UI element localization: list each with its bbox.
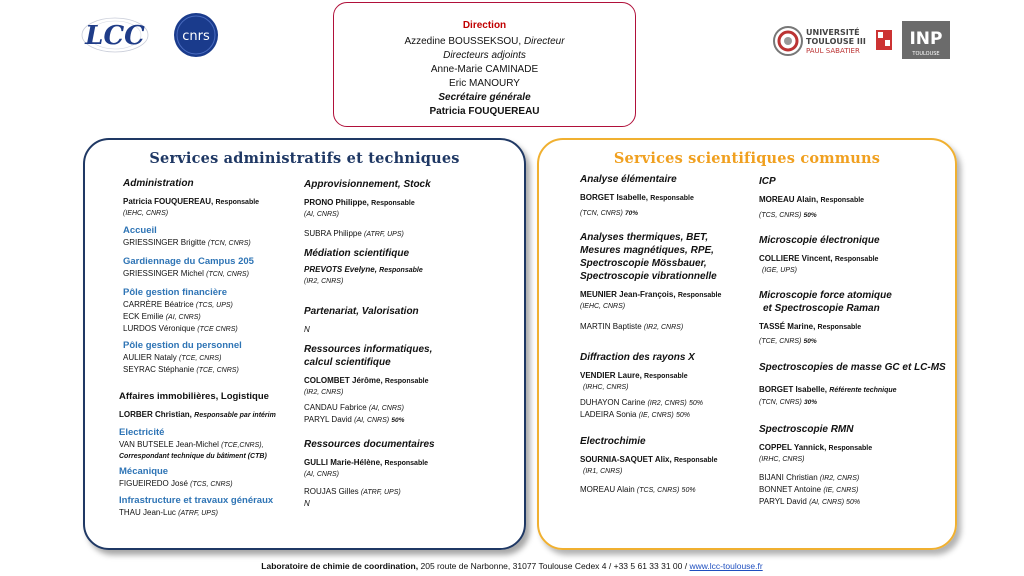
diffraction-block: Diffraction des rayons X VENDIER Laure, Responsable (IRHC, CNRS) DUHAYON Carine (IR2, CNRS) 50% LADEIRA Sonia (IE, CNRS) 50% <box>580 352 703 419</box>
secretary-name: Patricia FOUQUEREAU <box>429 106 540 117</box>
admin-panel-title: Services administratifs et techniques <box>149 150 460 167</box>
accueil-block: Accueil GRIESSINGER Brigitte (TCN, CNRS) <box>123 225 251 247</box>
thermiques-block: Analyses thermiques, BET, Mesures magnétiques, RPE, Spectroscopie Mössbauer, Spectroscopie vibrationnelle MEUNIER Jean-François, Responsable (IEHC, CNRS) MARTIN Baptiste (IR2, CNRS) <box>580 232 722 331</box>
administration-block: Administration Patricia FOUQUEREAU, Responsable (IEHC, CNRS) <box>123 178 260 217</box>
director: Azzedine BOUSSEKSOU, Directeur <box>404 36 565 47</box>
svg-text:TOULOUSE III: TOULOUSE III <box>806 37 866 46</box>
footer <box>0 561 1024 571</box>
icp-block: ICP MOREAU Alain, Responsable (TCS, CNRS) 50% <box>759 176 865 219</box>
partenariat-block: Partenariat, Valorisation N <box>304 306 419 334</box>
sci-services-panel <box>537 138 957 550</box>
electrochimie-block: Electrochimie SOURNIA-SAQUET Alix, Responsable (IR1, CNRS) MOREAU Alain (TCS, CNRS) 50% <box>580 436 718 494</box>
rmn-block: Spectroscopie RMN COPPEL Yannick, Responsable (IRHC, CNRS) BIJANI Christian (IR2, CNRS) BONNET Antoine (IE, CNRS) PARYL David (AI, CNRS) 50% <box>759 424 873 506</box>
masse-block: Spectroscopies de masse GC et LC-MS BORGET Isabelle, Référente technique (TCN, CNRS) 30% <box>759 362 946 406</box>
adjoints-label: Directeurs adjoints <box>443 50 526 61</box>
direction-box <box>333 2 636 127</box>
sci-panel-title: Services scientifiques communs <box>613 150 881 167</box>
secretary-label: Secrétaire générale <box>438 92 531 103</box>
lcc-logo <box>78 14 152 56</box>
analyse-block: Analyse élémentaire BORGET Isabelle, Responsable (TCN, CNRS) 70% <box>580 174 694 217</box>
svg-text:cnrs: cnrs <box>182 29 210 44</box>
electricite-block: Electricité VAN BUTSELE Jean-Michel (TCE,CNRS), Correspondant technique du bâtiment (CTB) <box>119 427 267 460</box>
immobilier-block: Affaires immobilières, Logistique LORBER Christian, Responsable par intérim <box>119 391 276 419</box>
inp-logo <box>902 21 950 59</box>
approvisionnement-block: Approvisionnement, Stock PRONO Philippe, Responsable (AI, CNRS) SUBRA Philippe (ATRF, UPS) <box>304 179 431 238</box>
personnel-block: Pôle gestion du personnel AULIER Nataly (TCE, CNRS) SEYRAC Stéphanie (TCE, CNRS) <box>123 340 242 374</box>
adjoint-2: Eric MANOURY <box>449 78 520 89</box>
svg-text:TOULOUSE: TOULOUSE <box>912 51 940 57</box>
ut3-logo <box>772 24 896 58</box>
adjoint-1: Anne-Marie CAMINADE <box>430 64 539 75</box>
microscopie-block: Microscopie électronique COLLIERE Vincent, Responsable (IGE, UPS) <box>759 235 880 274</box>
footer-website-link[interactable]: www.lcc-toulouse.fr <box>689 561 763 571</box>
finance-block: Pôle gestion financière CARRÈRE Béatrice (TCS, UPS) ECK Emilie (AI, CNRS) LURDOS Véronique (TCE CNRS) <box>123 287 238 333</box>
svg-text:UNIVERSITÉ: UNIVERSITÉ <box>806 28 860 37</box>
direction-title: Direction <box>462 20 507 31</box>
documentaires-block: Ressources documentaires GULLI Marie-Hélène, Responsable (AI, CNRS) ROUJAS Gilles (ATRF, UPS) N <box>304 439 435 508</box>
admin-services-panel <box>83 138 526 550</box>
mediation-block: Médiation scientifique PREVOTS Evelyne, Responsable (IR2, CNRS) <box>304 248 423 285</box>
infrastructure-block: Infrastructure et travaux généraux THAU Jean-Luc (ATRF, UPS) <box>119 495 274 517</box>
force-block: Microscopie force atomique et Spectroscopie Raman TASSÉ Marine, Responsable (TCE, CNRS) 50% <box>759 290 892 345</box>
informatique-block: Ressources informatiques, calcul scientifique COLOMBET Jérôme, Responsable (IR2, CNRS) CANDAU Fabrice (AI, CNRS) PARYL David (AI, CNRS) 50% <box>304 344 433 424</box>
gardiennage-block: Gardiennage du Campus 205 GRIESSINGER Michel (TCN, CNRS) <box>123 256 254 278</box>
cnrs-logo <box>173 12 219 58</box>
svg-text:INP: INP <box>909 29 943 49</box>
svg-text:PAUL SABATIER: PAUL SABATIER <box>806 47 860 55</box>
mecanique-block: Mécanique FIGUEIREDO José (TCS, CNRS) <box>119 466 233 488</box>
svg-text:LCC: LCC <box>85 21 145 51</box>
footer-address: 205 route de Narbonne, 31077 Toulouse Cedex 4 / +33 5 61 33 31 00 / <box>420 561 688 571</box>
footer-lab: Laboratoire de chimie de coordination, <box>261 561 419 571</box>
